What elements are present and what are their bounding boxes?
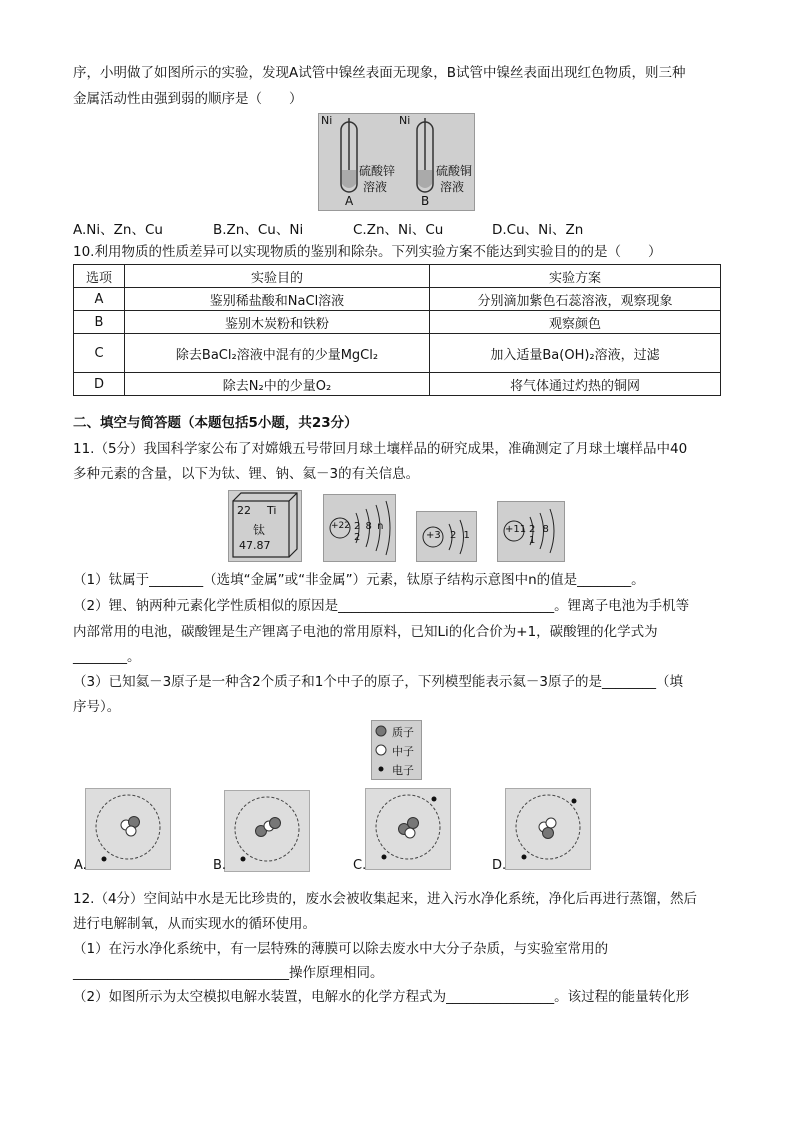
q9-option-c: C.Zn、Ni、Cu <box>353 222 444 238</box>
lithium-structure-diagram <box>416 511 477 562</box>
q10-stem: 10.利用物质的性质差异可以实现物质的鉴别和除杂。下列实验方案不能达到实验目的的是（ ） <box>73 244 662 260</box>
table-cell: D <box>74 373 125 396</box>
atom-model-d <box>505 788 591 870</box>
model-a-label: A. <box>74 858 87 873</box>
atom-model-a-drawing <box>86 789 170 869</box>
table-row <box>74 373 721 396</box>
legend-electron: 电子 <box>392 764 414 777</box>
table-header-row <box>74 265 721 288</box>
atom-model-d-drawing <box>506 789 590 869</box>
table-row <box>74 288 721 311</box>
table-cell: 鉴别稀盐酸和NaCl溶液 <box>125 288 430 311</box>
table-cell: 将气体通过灼热的铜网 <box>430 373 721 396</box>
li-nucleus: +3 <box>426 530 441 541</box>
q11-stem-line1: 11.（5分）我国科学家公布了对嫦娥五号带回月球土壤样品的研究成果，准确测定了月球土壤样品中40 <box>73 441 688 457</box>
header-cell: 选项 <box>74 265 125 288</box>
titanium-structure-diagram <box>323 494 396 562</box>
legend-neutron: 中子 <box>392 745 414 758</box>
q11-part1: （1）钛属于________（选填“金属”或“非金属”）元素，钛原子结构示意图中n的值是________。 <box>73 572 645 588</box>
q12-part2: （2）如图所示为太空模拟电解水装置，电解水的化学方程式为________________。该过程的能量转化形 <box>73 989 690 1005</box>
particle-legend <box>371 720 422 780</box>
tube-a-solution-2: 溶液 <box>363 180 388 194</box>
q11-part2-line3: ________。 <box>73 649 141 665</box>
tube-b-solution: 硫酸铜 <box>436 164 473 178</box>
tube-a-solution: 硫酸锌 <box>359 164 396 178</box>
table-row <box>74 311 721 334</box>
test-tube-figure <box>318 113 475 211</box>
model-d-label: D. <box>492 858 507 873</box>
ti-nucleus: +22 <box>331 521 350 531</box>
tube-b-label: B <box>421 194 430 208</box>
ti-shell-electrons: 2 8 n 2 <box>354 521 385 543</box>
tube-a-label: A <box>345 194 354 208</box>
table-cell: 除去N₂中的少量O₂ <box>125 373 430 396</box>
table-cell: 鉴别木炭粉和铁粉 <box>125 311 430 334</box>
q10-table <box>73 264 721 396</box>
q9-text-line2: 金属活动性由强到弱的顺序是（ ） <box>73 91 303 107</box>
q9-option-d: D.Cu、Ni、Zn <box>492 222 584 238</box>
legend-proton: 质子 <box>392 726 414 739</box>
q9-option-a: A.Ni、Zn、Cu <box>73 222 163 238</box>
header-cell: 实验方案 <box>430 265 721 288</box>
section-heading: 二、填空与简答题（本题包括5小题，共23分） <box>73 415 358 431</box>
model-b-label: B. <box>213 858 227 873</box>
atom-model-c <box>365 788 451 870</box>
titanium-element-card <box>228 490 302 562</box>
table-cell: A <box>74 288 125 311</box>
atomic-number: 22 <box>237 504 251 517</box>
q9-option-b: B.Zn、Cu、Ni <box>213 222 304 238</box>
li-shell-electrons: 2 1 <box>450 530 472 541</box>
tube-a-metal: Ni <box>321 114 333 127</box>
q11-part2-line1: （2）锂、钠两种元素化学性质相似的原因是________________________________。锂离子电池为手机等 <box>73 598 690 614</box>
atomic-mass: 47.87 <box>239 539 271 552</box>
q11-part3-line1: （3）已知氦－3原子是一种含2个质子和1个中子的原子，下列模型能表示氦－3原子的是________（填 <box>73 674 683 690</box>
table-cell: 加入适量Ba(OH)₂溶液，过滤 <box>430 334 721 373</box>
q12-stem-line1: 12.（4分）空间站中水是无比珍贵的，废水会被收集起来，进入污水净化系统，净化后再进行蒸馏，然后 <box>73 891 698 907</box>
na-nucleus: +11 <box>505 524 527 535</box>
q11-stem-line2: 多种元素的含量，以下为钛、锂、钠、氦－3的有关信息。 <box>73 466 420 482</box>
table-cell: 分别滴加紫色石蕊溶液，观察现象 <box>430 288 721 311</box>
atom-model-a <box>85 788 171 870</box>
model-c-label: C. <box>353 858 367 873</box>
table-cell: B <box>74 311 125 334</box>
q12-part1-line1: （1）在污水净化系统中，有一层特殊的薄膜可以除去废水中大分子杂质，与实验室常用的 <box>73 941 609 957</box>
table-cell: C <box>74 334 125 373</box>
atom-model-b-drawing <box>225 791 309 871</box>
q9-text-line1: 序，小明做了如图所示的实验，发现A试管中镍丝表面无现象，B试管中镍丝表面出现红色物质，则三种 <box>73 65 686 81</box>
sodium-structure-diagram <box>497 501 565 562</box>
tube-b-solution-2: 溶液 <box>440 180 465 194</box>
na-shell-electrons: 2 8 1 <box>529 524 551 546</box>
q12-stem-line2: 进行电解制氧，从而实现水的循环使用。 <box>73 916 316 932</box>
table-cell: 除去BaCl₂溶液中混有的少量MgCl₂ <box>125 334 430 373</box>
table-cell: 观察颜色 <box>430 311 721 334</box>
tube-b-metal: Ni <box>399 114 411 127</box>
table-row <box>74 334 721 373</box>
q11-part2-line2: 内部常用的电池，碳酸锂是生产锂离子电池的常用原料，已知Li的化合价为+1，碳酸锂的化学式为 <box>73 624 658 640</box>
atom-model-b <box>224 790 310 872</box>
atom-model-c-drawing <box>366 789 450 869</box>
q11-part3-line2: 序号）。 <box>73 699 121 715</box>
element-name: 钛 <box>253 523 266 537</box>
element-symbol: Ti <box>267 504 277 517</box>
q12-part1-line2: ________________________________操作原理相同。 <box>73 965 384 981</box>
header-cell: 实验目的 <box>125 265 430 288</box>
